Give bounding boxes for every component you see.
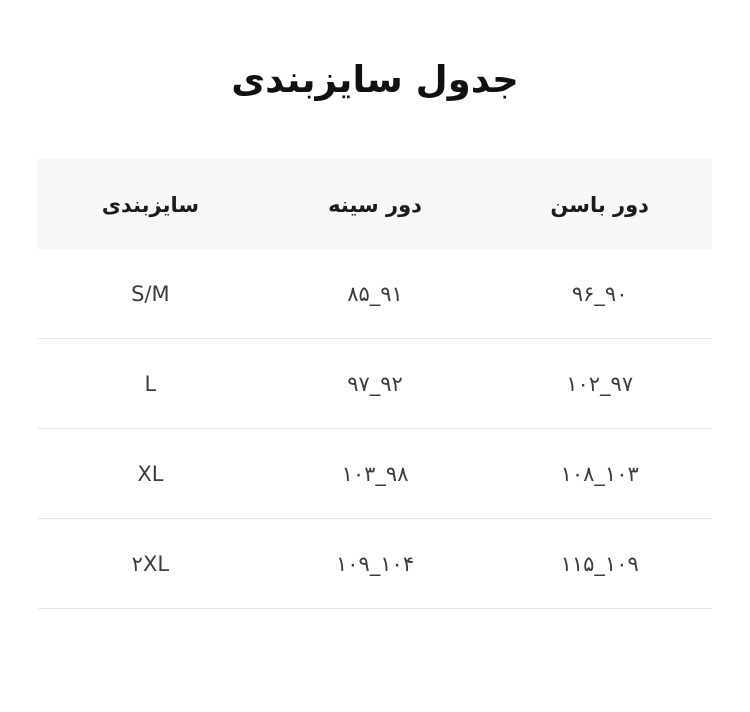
cell-bust: ۱۰۹_۱۰۴ (263, 519, 488, 609)
table-body (38, 249, 712, 609)
cell-hip: ۹۶_۹۰ (487, 249, 712, 339)
cell-size: L (38, 339, 263, 429)
column-header-hip: دور باسن (550, 193, 649, 217)
table-row (38, 519, 712, 609)
page-title: جدول سایزبندی (231, 58, 519, 101)
size-table (38, 159, 712, 609)
cell-hip: ۱۰۲_۹۷ (487, 339, 712, 429)
cell-bust: ۱۰۳_۹۸ (263, 429, 488, 519)
table-row (38, 249, 712, 339)
table-row (38, 429, 712, 519)
cell-size: XL (38, 429, 263, 519)
cell-size: S/M (38, 249, 263, 339)
table-header-row (38, 159, 712, 249)
column-header-bust: دور سینه (328, 193, 422, 217)
cell-size: ۲XL (38, 519, 263, 609)
cell-hip: ۱۰۸_۱۰۳ (487, 429, 712, 519)
cell-hip: ۱۱۵_۱۰۹ (487, 519, 712, 609)
column-header-size: سایزبندی (101, 193, 200, 217)
cell-bust: ۸۵_۹۱ (263, 249, 488, 339)
size-table-container (38, 159, 712, 609)
table-header (38, 159, 712, 249)
cell-bust: ۹۷_۹۲ (263, 339, 488, 429)
table-row (38, 339, 712, 429)
